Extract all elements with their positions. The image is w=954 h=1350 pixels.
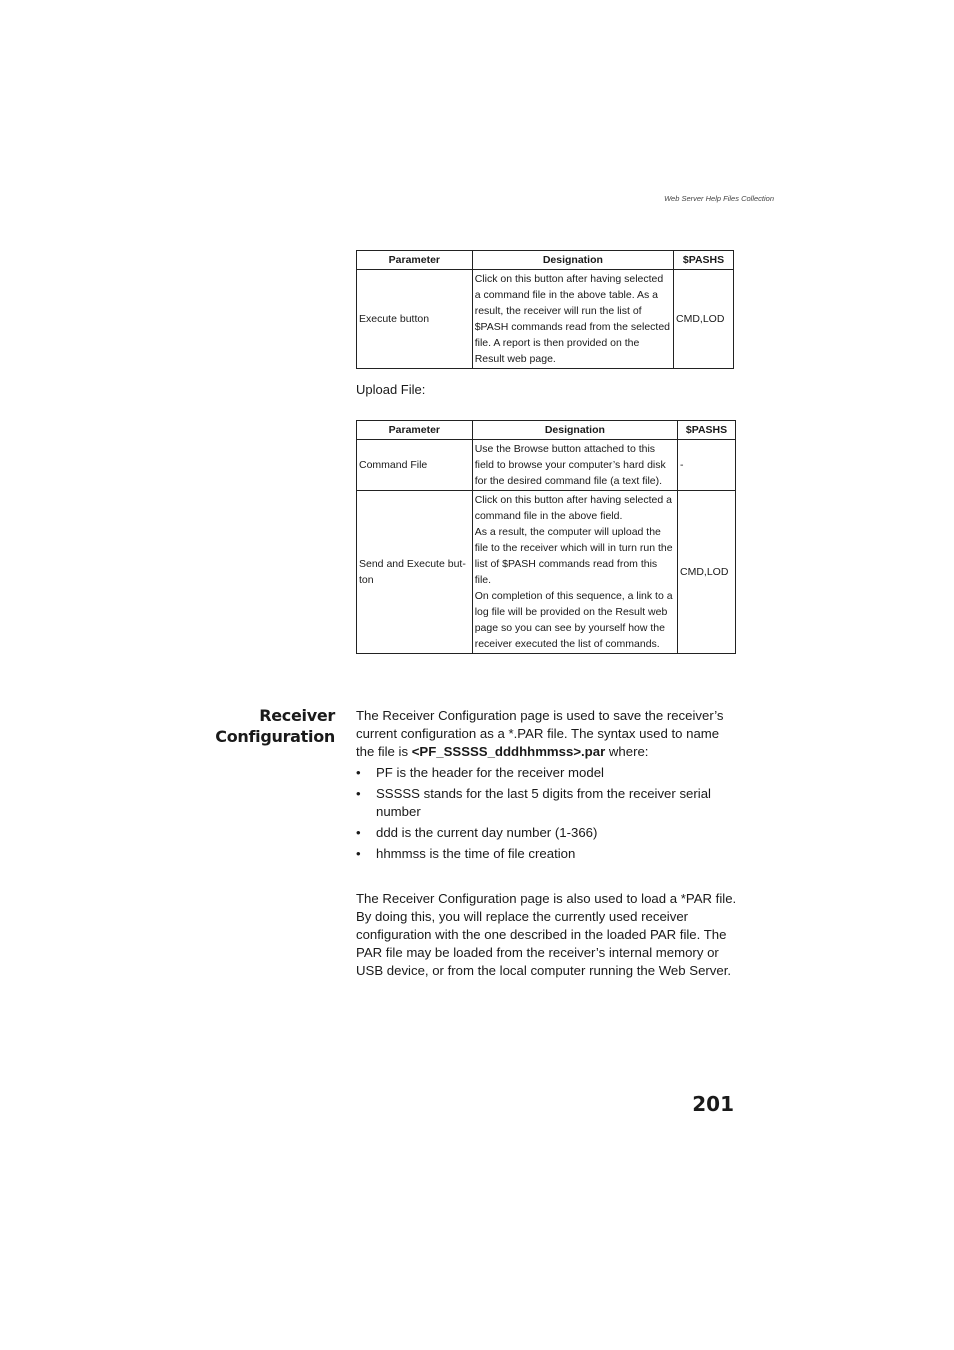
intro-text: The Receiver Configuration page is used to save the receiver’s current configuration as a *.PAR file. The syntax used to name the file is: [356, 708, 724, 759]
section-body: [356, 707, 737, 980]
column-header-parameter: Parameter: [357, 421, 473, 440]
column-header-pashs: $PASHS: [674, 251, 734, 270]
table-header-row: [357, 251, 734, 270]
column-header-designation: Designation: [472, 251, 673, 270]
section-title-line: Receiver: [259, 706, 335, 725]
list-item-text: SSSSS stands for the last 5 digits from the receiver serial number: [376, 786, 711, 819]
parameter-cell: Execute button: [357, 270, 473, 369]
designation-cell: Use the Browse button attached to this field to browse your computer’s hard disk for the desired command file (a text file).: [472, 440, 677, 491]
bullet-icon: •: [356, 765, 361, 780]
parameter-cell: Send and Execute but-ton: [357, 491, 473, 654]
table-row: [357, 491, 736, 654]
table-row: [357, 270, 734, 369]
column-header-pashs: $PASHS: [678, 421, 736, 440]
load-paragraph: The Receiver Configuration page is also used to load a *PAR file. By doing this, you will replace the currently used receiver configuration with the one described in the loaded PAR file. The PAR file may be loaded from the receiver’s internal memory or USB device, or from the local computer running the Web Server.: [356, 891, 737, 978]
column-header-parameter: Parameter: [357, 251, 473, 270]
pashs-cell: CMD,LOD: [674, 270, 734, 369]
list-item: [356, 785, 737, 821]
intro-text-end: where:: [605, 744, 649, 759]
pashs-cell: CMD,LOD: [678, 491, 736, 654]
designation-line: As a result, the computer will upload the file to the receiver which will in turn run the list of $PASH commands read from this file.: [474, 526, 673, 586]
pashs-cell: -: [678, 440, 736, 491]
upload-file-table: [356, 420, 736, 654]
designation-line: On completion of this sequence, a link to a log file will be provided on the Result web page so you can see by yourself how the receiver executed the list of commands.: [474, 590, 673, 650]
column-header-designation: Designation: [472, 421, 677, 440]
section-title-line: Configuration: [215, 727, 335, 746]
upload-file-caption: Upload File:: [356, 382, 426, 397]
bullet-icon: •: [356, 846, 361, 861]
syntax-bullet-list: [356, 764, 737, 863]
bullet-icon: •: [356, 825, 361, 840]
bullet-icon: •: [356, 786, 361, 801]
section-title: [215, 705, 335, 747]
list-item: [356, 764, 737, 782]
designation-cell: [472, 491, 677, 654]
table-header-row: [357, 421, 736, 440]
list-item: [356, 845, 737, 863]
list-item-text: hhmmss is the time of file creation: [376, 846, 576, 861]
designation-cell: Click on this button after having selected a command file in the above table. As a result, the receiver will run the list of $PASH commands read from the selected file. A report is then provided on the Result web page.: [472, 270, 673, 369]
parameter-cell: Command File: [357, 440, 473, 491]
execute-parameters-table: [356, 250, 734, 369]
filename-syntax: <PF_SSSSS_dddhhmmss>.par: [411, 744, 606, 759]
page-number: 201: [692, 1092, 734, 1116]
list-item-text: PF is the header for the receiver model: [376, 765, 604, 780]
list-item: [356, 824, 737, 842]
intro-paragraph: [356, 707, 737, 761]
list-item-text: ddd is the current day number (1-366): [376, 825, 598, 840]
designation-line: Click on this button after having selected a command file in the above field.: [474, 494, 672, 522]
table-row: [357, 440, 736, 491]
running-header: Web Server Help Files Collection: [664, 194, 774, 203]
